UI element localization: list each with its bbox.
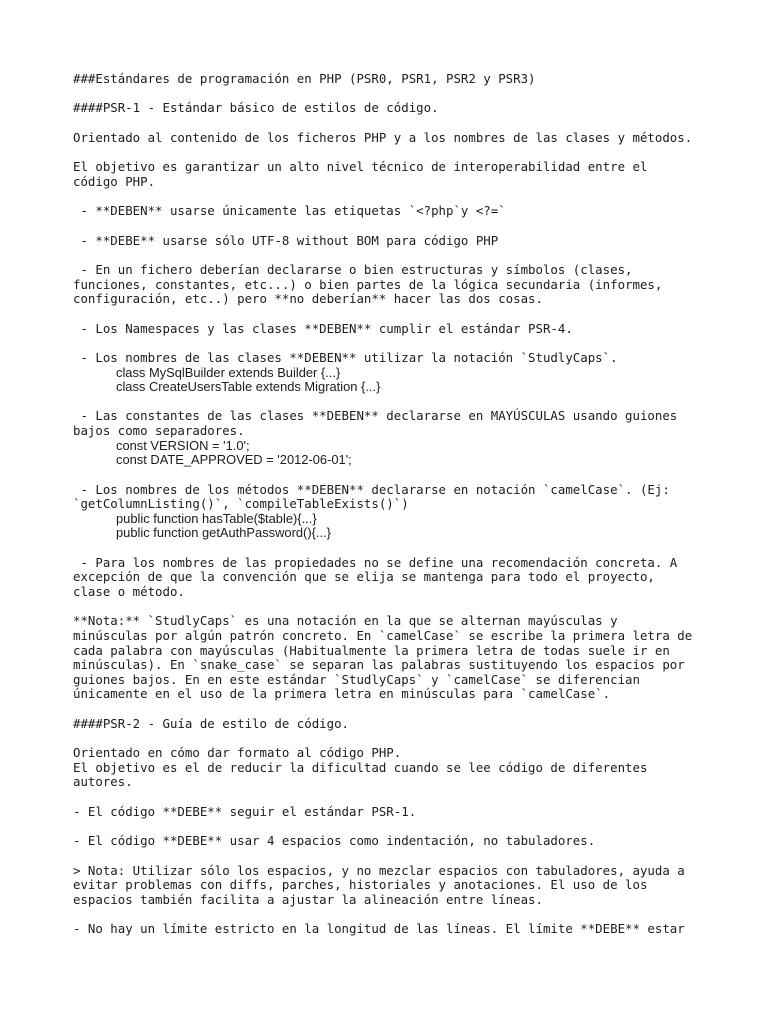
paragraph xyxy=(73,131,713,146)
text-line: minúsculas por algún patrón concreto. En `camelCase` se escribe la primera letra de xyxy=(73,628,693,643)
paragraph xyxy=(73,614,713,702)
code-line: public function getAuthPassword(){...} xyxy=(116,525,331,541)
code-line: const VERSION = '1.0'; xyxy=(116,437,250,453)
code-line: const DATE_APPROVED = '2012-06-01'; xyxy=(116,452,352,468)
text-line: autores. xyxy=(73,774,133,790)
code-line: class CreateUsersTable extends Migration {...} xyxy=(116,379,381,395)
text-line: únicamente en el uso de la primera letra en minúsculas para `camelCase`. xyxy=(73,686,611,702)
paragraph xyxy=(73,717,713,732)
paragraph xyxy=(73,204,713,219)
paragraph xyxy=(73,160,713,189)
text-line: guiones bajos. En en este estándar `StudlyCaps` y `camelCase` se diferencian xyxy=(73,671,640,687)
text-line: ####PSR-2 - Guía de estilo de código. xyxy=(73,715,350,731)
text-line: Orientado en cómo dar formato al código PHP. xyxy=(73,745,402,761)
paragraph xyxy=(73,72,713,87)
text-line: clase o método. xyxy=(73,584,185,600)
text-line: - Los nombres de los métodos **DEBEN** declararse en notación `camelCase`. (Ej: xyxy=(73,481,670,497)
text-line: espacios también facilita a ajustar la alineación entre líneas. xyxy=(73,891,543,907)
text-line: - Los nombres de las clases **DEBEN** utilizar la notación `StudlyCaps`. xyxy=(73,349,618,365)
text-line: evitar problemas con diffs, parches, historiales y anotaciones. El uso de los xyxy=(73,877,648,893)
text-line: minúsculas). En `snake_case` se separan las palabras sustituyendo los espacios por xyxy=(73,657,685,673)
text-line: ####PSR-1 - Estándar básico de estilos de código. xyxy=(73,100,439,116)
paragraph xyxy=(73,556,713,600)
text-line: El objetivo es garantizar un alto nivel técnico de interoperabilidad entre el xyxy=(73,159,648,175)
text-line: - **DEBE** usarse sólo UTF-8 without BOM para código PHP xyxy=(73,232,499,248)
paragraph xyxy=(73,483,713,541)
text-line: excepción de que la convención que se elija se mantenga para todo el proyecto, xyxy=(73,569,655,585)
text-line: configuración, etc..) pero **no deberían** hacer las dos cosas. xyxy=(73,291,543,307)
document-text xyxy=(73,72,713,951)
text-line: bajos como separadores. xyxy=(73,423,245,439)
text-line: `getColumnListing()`, `compileTableExists()`) xyxy=(73,496,409,512)
paragraph xyxy=(73,922,713,937)
text-line: cada palabra con mayúsculas (Habitualmente la primera letra de todas suele ir en xyxy=(73,642,670,658)
paragraph xyxy=(73,322,713,337)
text-line: - En un fichero deberían declararse o bien estructuras y símbolos (clases, xyxy=(73,261,633,277)
text-line: - Las constantes de las clases **DEBEN** declararse en MAYÚSCULAS usando guiones xyxy=(73,408,678,424)
paragraph xyxy=(73,351,713,395)
text-line: - Para los nombres de las propiedades no se define una recomendación concreta. A xyxy=(73,554,678,570)
text-line: > Nota: Utilizar sólo los espacios, y no mezclar espacios con tabuladores, ayuda a xyxy=(73,862,685,878)
paragraph xyxy=(73,101,713,116)
text-line: funciones, constantes, etc...) o bien partes de la lógica secundaria (informes, xyxy=(73,276,663,292)
paragraph xyxy=(73,864,713,908)
text-line: Orientado al contenido de los ficheros PHP y a los nombres de las clases y métodos. xyxy=(73,129,693,145)
paragraph xyxy=(73,746,713,790)
text-line: - No hay un límite estricto en la longitud de las líneas. El límite **DEBE** estar xyxy=(73,921,685,937)
code-line: class MySqlBuilder extends Builder {...} xyxy=(116,364,341,380)
text-line: - Los Namespaces y las clases **DEBEN** cumplir el estándar PSR-4. xyxy=(73,320,573,336)
text-line: código PHP. xyxy=(73,173,156,189)
text-line: - El código **DEBE** usar 4 espacios como indentación, no tabuladores. xyxy=(73,833,596,849)
paragraph xyxy=(73,263,713,307)
text-line: - **DEBEN** usarse únicamente las etiquetas `<?php`y <?=` xyxy=(73,203,506,219)
paragraph xyxy=(73,805,713,820)
text-line: **Nota:** `StudlyCaps` es una notación en la que se alternan mayúsculas y xyxy=(73,613,618,629)
code-line: public function hasTable($table){...} xyxy=(116,510,317,526)
text-line: ###Estándares de programación en PHP (PSR0, PSR1, PSR2 y PSR3) xyxy=(73,71,536,86)
paragraph xyxy=(73,834,713,849)
paragraph xyxy=(73,409,713,467)
text-line: El objetivo es el de reducir la dificultad cuando se lee código de diferentes xyxy=(73,759,648,775)
text-line: - El código **DEBE** seguir el estándar PSR-1. xyxy=(73,803,417,819)
paragraph xyxy=(73,234,713,249)
